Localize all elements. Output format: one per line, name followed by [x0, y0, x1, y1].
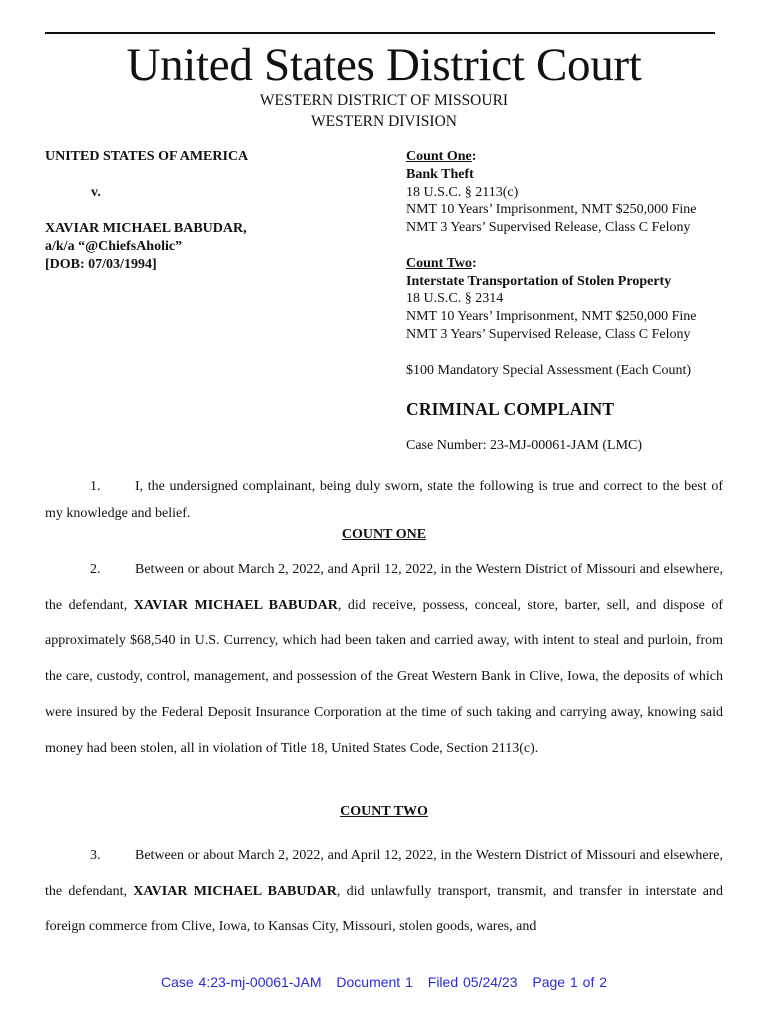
- defendant-name: XAVIAR MICHAEL BABUDAR,: [45, 221, 247, 236]
- defendant-alias: a/k/a “@ChiefsAholic”: [45, 239, 183, 254]
- count-one-label: Count One: [406, 149, 472, 164]
- count-two-colon: :: [472, 255, 477, 271]
- case-number: Case Number: 23-MJ-00061-JAM (LMC): [406, 438, 643, 453]
- plaintiff-name: UNITED STATES OF AMERICA: [45, 149, 249, 164]
- count-two-heading: COUNT TWO: [340, 804, 428, 819]
- count-two-label: Count Two: [406, 255, 473, 271]
- defendant-name-inline: XAVIAR MICHAEL BABUDAR: [133, 883, 337, 899]
- document-title: CRIMINAL COMPLAINT: [406, 399, 615, 419]
- count-one-penalty: NMT 10 Years’ Imprisonment, NMT $250,000 Fine: [406, 202, 697, 218]
- court-title: United States District Court: [126, 39, 642, 91]
- count-two-penalty: NMT 10 Years’ Imprisonment, NMT $250,000 Fine: [406, 309, 697, 325]
- count-one-statute: 18 U.S.C. § 2113(c): [406, 184, 519, 200]
- paragraph-text-rest: , did receive, possess, conceal, store, barter, sell, and dispose of approximately $68,540 in U.S. Currency, which had been taken and carried away, with intent to steal and purloin, from the care, custody, control, management, and possession of the Great Western Bank in Clive, Iowa, the deposits of which were insured by the Federal Deposit Insurance Corporation at the time of such taking and carrying away, knowing said money had been stolen, all in violation of Title 18, United States Code, Section 2113(c).: [45, 597, 723, 756]
- case-caption-parties: [45, 148, 248, 274]
- count-two-label-line: [406, 255, 697, 273]
- paragraph-1: [45, 473, 723, 527]
- count-two-statute: 18 U.S.C. § 2314: [406, 291, 504, 307]
- paragraph-2: [45, 552, 723, 766]
- footer-case: Case 4:23-mj-00061-JAM: [160, 974, 322, 990]
- count-one-label-line: [406, 148, 697, 166]
- header-rule: [45, 32, 715, 34]
- paragraph-number: 3.: [90, 848, 101, 863]
- footer-filed: Filed 05/24/23: [427, 974, 518, 990]
- defendant-dob: [DOB: 07/03/1994]: [45, 257, 157, 272]
- division-name: WESTERN DIVISION: [311, 113, 457, 130]
- versus-label: v.: [91, 185, 101, 200]
- paragraph-text-start: Between or about March 2, 2022, and April 12, 2022, in the Western District of Missouri and elsewhere, the defendant,: [45, 848, 723, 899]
- paragraph-number: 1.: [90, 479, 101, 494]
- defendant-name-inline: XAVIAR MICHAEL BABUDAR: [133, 597, 338, 613]
- count-one-colon: :: [471, 149, 477, 164]
- paragraph-text-rest: , did unlawfully transport, transmit, and transfer in interstate and foreign commerce from Clive, Iowa, to Kansas City, Missouri, stolen goods, wares, and: [45, 883, 724, 935]
- paragraph-text: I, the undersigned complainant, being duly sworn, state the following is true and correct to the best of my knowledge and belief.: [45, 479, 723, 521]
- count-one-offense: Bank Theft: [406, 166, 474, 182]
- count-one-release: NMT 3 Years’ Supervised Release, Class C Felony: [406, 220, 691, 236]
- footer-document: Document 1: [336, 974, 413, 990]
- district-name: WESTERN DISTRICT OF MISSOURI: [259, 92, 509, 109]
- count-two-offense: Interstate Transportation of Stolen Property: [406, 273, 672, 289]
- paragraph-number: 2.: [90, 562, 101, 577]
- paragraph-3: [45, 838, 723, 945]
- charges-block: [406, 148, 697, 379]
- footer-page: Page 1 of 2: [532, 974, 608, 990]
- ecf-footer: [0, 974, 768, 990]
- special-assessment: $100 Mandatory Special Assessment (Each Count): [406, 362, 692, 378]
- count-one-heading: COUNT ONE: [341, 527, 427, 542]
- district-header: [0, 90, 768, 132]
- count-two-release: NMT 3 Years’ Supervised Release, Class C Felony: [406, 326, 691, 342]
- paragraph-text-start: Between or about March 2, 2022, and April 12, 2022, in the Western District of Missouri and elsewhere, the defendant,: [45, 562, 723, 613]
